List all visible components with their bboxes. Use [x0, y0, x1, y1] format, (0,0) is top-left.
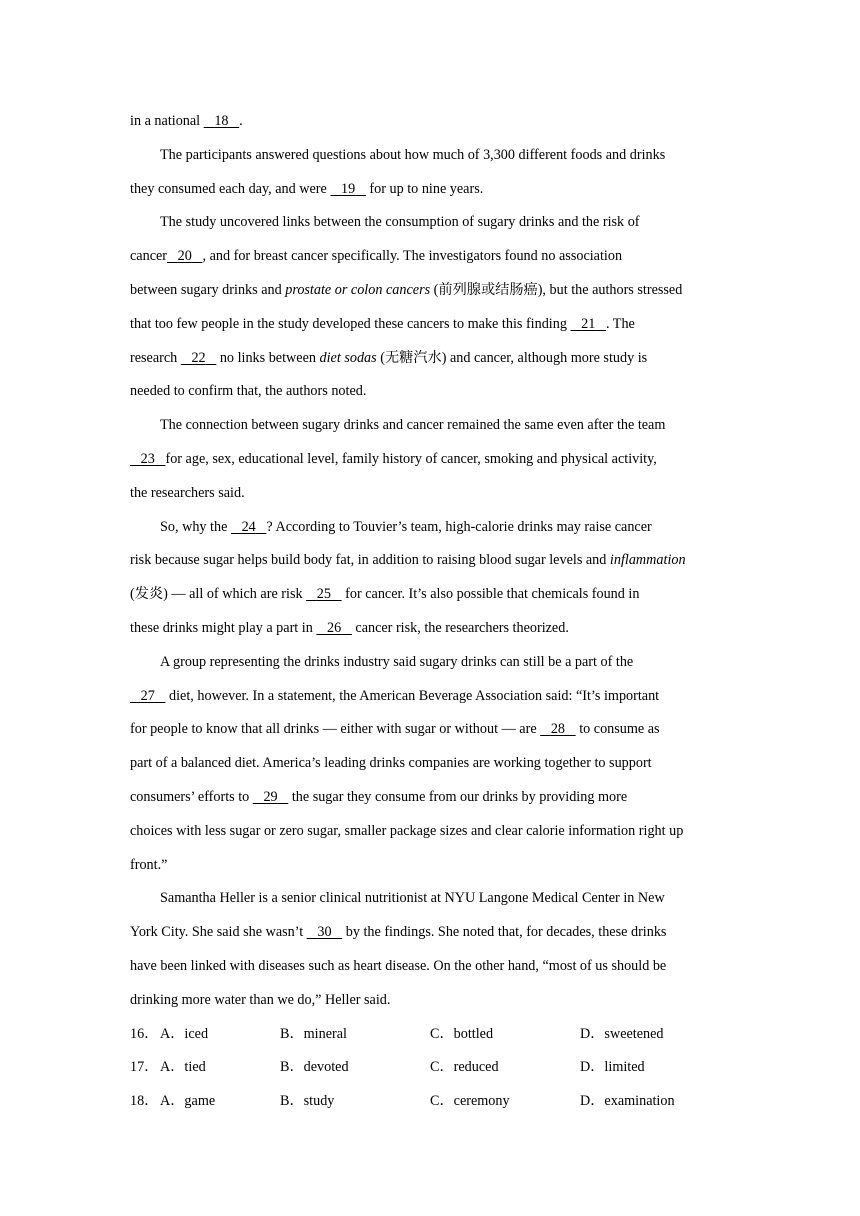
paragraph-why-line-3: (发炎) — all of which are risk 25 for cancer. It’s also possible that chemicals found in	[130, 586, 640, 603]
option-c: C．reduced	[430, 1059, 499, 1076]
paragraph-group-line-5: consumers’ efforts to 29 the sugar they consume from our drinks by providing more	[130, 788, 628, 805]
question-number: 17．	[130, 1059, 159, 1076]
paragraph-connection-line-1: The connection between sugary drinks and cancer remained the same even after the team	[160, 417, 666, 434]
paragraph-why-line-1: So, why the 24 ? According to Touvier’s team, high-calorie drinks may raise cancer	[160, 518, 652, 535]
option-c: C．ceremony	[430, 1093, 510, 1110]
blank-30: 30	[317, 924, 332, 941]
question-16-options	[130, 1018, 730, 1052]
paragraph-participants-line-2: they consumed each day, and were 19 for up to nine years.	[130, 180, 484, 197]
paragraph-heller-line-2: York City. She said she wasn’t 30 by the findings. She noted that, for decades, these drinks	[130, 924, 667, 941]
paragraph-study-line-2: cancer 20 , and for breast cancer specifically. The investigators found no association	[130, 248, 623, 265]
option-a: A．iced	[160, 1025, 209, 1042]
blank-26: 26	[327, 619, 342, 636]
question-18-options	[130, 1085, 730, 1119]
paragraph-group-line-3: for people to know that all drinks — either with sugar or without — are 28 to consume as	[130, 721, 660, 738]
paragraph-study-line-4: that too few people in the study developed these cancers to make this finding 21 . The	[130, 315, 635, 332]
blank-28: 28	[550, 721, 565, 738]
blank-19: 19	[341, 180, 356, 197]
paragraph-study-line-3: between sugary drinks and prostate or colon cancers (前列腺或结肠癌), but the authors stressed	[130, 281, 683, 298]
paragraph-study-line-6: needed to confirm that, the authors noted.	[130, 383, 367, 400]
option-c: C．bottled	[430, 1025, 494, 1042]
paragraph-study-line-5: research 22 no links between diet sodas (无糖汽水) and cancer, although more study is	[130, 349, 648, 366]
option-d: D．limited	[580, 1059, 645, 1076]
blank-27: 27	[140, 687, 155, 704]
option-d: D．sweetened	[580, 1025, 664, 1042]
option-a: A．tied	[160, 1059, 206, 1076]
paragraph-participants-line-1: The participants answered questions about how much of 3,300 different foods and drinks	[160, 146, 666, 163]
paragraph-heller-line-4: drinking more water than we do,” Heller said.	[130, 991, 391, 1008]
paragraph-group-line-7: front.”	[130, 856, 168, 873]
document-page	[130, 105, 730, 1119]
paragraph-heller-line-3: have been linked with diseases such as heart disease. On the other hand, “most of us should be	[130, 957, 667, 974]
question-17-options	[130, 1051, 730, 1085]
paragraph-connection-line-2: 23 for age, sex, educational level, family history of cancer, smoking and physical activity,	[130, 443, 730, 477]
paragraph-why-line-2: risk because sugar helps build body fat, in addition to raising blood sugar levels and inflammation	[130, 552, 686, 569]
paragraph-group-line-1: A group representing the drinks industry said sugary drinks can still be a part of the	[160, 653, 634, 670]
blank-21: 21	[581, 315, 596, 332]
blank-22: 22	[191, 349, 206, 366]
question-number: 18．	[130, 1093, 159, 1110]
blank-23: 23	[140, 450, 155, 467]
paragraph-study-line-1: The study uncovered links between the consumption of sugary drinks and the risk of	[160, 214, 640, 231]
option-b: B．mineral	[280, 1025, 347, 1042]
paragraph-connection-line-3: the researchers said.	[130, 484, 245, 501]
option-d: D．examination	[580, 1093, 675, 1110]
paragraph-heller-line-1: Samantha Heller is a senior clinical nutritionist at NYU Langone Medical Center in New	[160, 890, 665, 907]
blank-20: 20	[177, 248, 192, 265]
option-a: A．game	[160, 1093, 216, 1110]
passage-line: in a national 18 .	[130, 113, 243, 129]
paragraph-group-line-6: choices with less sugar or zero sugar, smaller package sizes and clear calorie information right up	[130, 822, 684, 839]
paragraph-why-line-4: these drinks might play a part in 26 cancer risk, the researchers theorized.	[130, 619, 569, 636]
blank-25: 25	[316, 586, 331, 603]
option-b: B．devoted	[280, 1059, 349, 1076]
question-number: 16．	[130, 1025, 159, 1042]
paragraph-group-line-2: 27 diet, however. In a statement, the American Beverage Association said: “It’s important	[130, 680, 730, 714]
blank-29: 29	[263, 788, 278, 805]
paragraph-group-line-4: part of a balanced diet. America’s leading drinks companies are working together to support	[130, 755, 652, 772]
option-b: B．study	[280, 1093, 335, 1110]
blank-18: 18	[214, 113, 229, 129]
blank-24: 24	[241, 518, 256, 535]
